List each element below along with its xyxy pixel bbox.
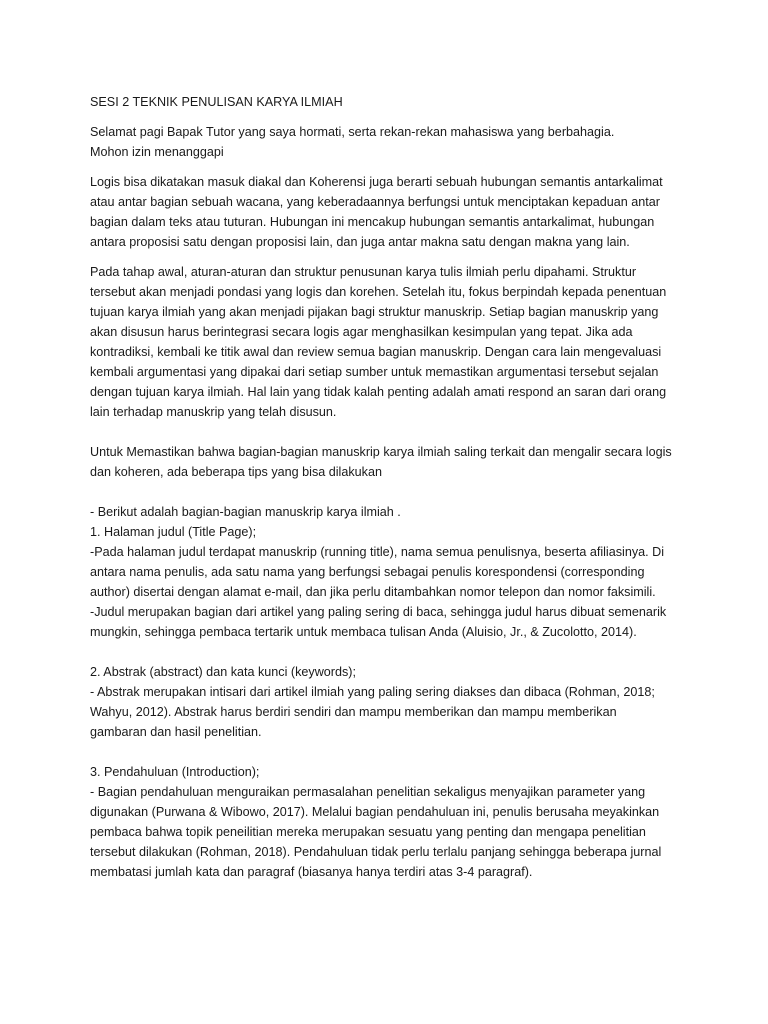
text-line: tujuan karya ilmiah yang akan menjadi pijakan bagi struktur manuskrip. Setiap bagian manuskrip yang — [90, 305, 659, 319]
paragraph-structure — [90, 262, 700, 422]
text-line: Mohon izin menanggapi — [90, 145, 224, 159]
text-line: 3. Pendahuluan (Introduction); — [90, 765, 260, 779]
paragraph-tips — [90, 442, 700, 482]
text-line: membatasi jumlah kata dan paragraf (biasanya hanya terdiri atas 3-4 paragraf). — [90, 865, 533, 879]
text-line: author) disertai dengan alamat e-mail, dan jika perlu ditambahkan nomor telepon dan nomor faksimili. — [90, 585, 656, 599]
text-line: Selamat pagi Bapak Tutor yang saya hormati, serta rekan-rekan mahasiswa yang berbahagia. — [90, 125, 615, 139]
text-line: kembali argumentasi yang dipakai dari setiap sumber untuk memastikan argumentasi tersebut sejalan — [90, 365, 659, 379]
text-line: digunakan (Purwana & Wibowo, 2017). Melalui bagian pendahuluan ini, penulis berusaha meyakinkan — [90, 805, 660, 819]
paragraph-logic-coherence — [90, 172, 700, 252]
text-line: Pada tahap awal, aturan-aturan dan struktur penusunan karya tulis ilmiah perlu dipahami. Struktur — [90, 265, 637, 279]
text-line: antara proposisi satu dengan proposisi lain, dan juga antar makna satu dengan makna yang lain. — [90, 235, 630, 249]
text-line: tersebut akan menjadi pondasi yang logis dan korehen. Setelah itu, fokus berpindah kepada penentuan — [90, 285, 667, 299]
text-line: atau antar bagian sebuah wacana, yang keberadaannya berfungsi untuk menciptakan kepaduan antar — [90, 195, 660, 209]
text-line: bagian dalam teks atau tuturan. Hubungan ini mencakup hubungan semantis antarkalimat, hubungan — [90, 215, 655, 229]
section-introduction — [90, 762, 700, 882]
text-line: - Abstrak merupakan intisari dari artikel ilmiah yang paling sering diakses dan dibaca (Rohman, 2018; — [90, 685, 655, 699]
text-line: dengan tujuan karya ilmiah. Hal lain yang tidak kalah penting adalah amati respond an saran dari orang — [90, 385, 667, 399]
text-line: antara nama penulis, ada satu nama yang berfungsi sebagai penulis korespondensi (corresponding — [90, 565, 645, 579]
text-line: tersebut dilakukan (Rohman, 2018). Pendahuluan tidak perlu terlalu panjang sehingga beberapa jurnal — [90, 845, 662, 859]
section-abstract — [90, 662, 700, 742]
text-line: dan koheren, ada beberapa tips yang bisa dilakukan — [90, 465, 382, 479]
text-line: lain terhadap manuskrip yang telah disusun. — [90, 405, 337, 419]
text-line: -Pada halaman judul terdapat manuskrip (running title), nama semua penulisnya, beserta afiliasinya. Di — [90, 545, 665, 559]
text-line: Logis bisa dikatakan masuk diakal dan Koherensi juga berarti sebuah hubungan semantis antarkalimat — [90, 175, 663, 189]
greeting-paragraph — [90, 122, 700, 162]
text-line: Wahyu, 2012). Abstrak harus berdiri sendiri dan mampu memberikan dan mampu memberikan — [90, 705, 617, 719]
text-line: kontradiksi, kembali ke titik awal dan review semua bagian manuskrip. Dengan cara lain mengevaluasi — [90, 345, 662, 359]
document-page — [90, 92, 700, 882]
text-line: pembaca bahwa topik peneilitian mereka merupakan sesuatu yang penting dan mengapa penelitian — [90, 825, 646, 839]
document-title: SESI 2 TEKNIK PENULISAN KARYA ILMIAH — [90, 95, 343, 109]
text-line: -Judul merupakan bagian dari artikel yang paling sering di baca, sehingga judul harus dibuat semenarik — [90, 605, 667, 619]
text-line: akan disusun harus berintegrasi secara logis agar menghasilkan kesimpulan yang tepat. Jika ada — [90, 325, 633, 339]
text-line: mungkin, sehingga pembaca tertarik untuk membaca tulisan Anda (Aluisio, Jr., & Zucolotto, 2014). — [90, 625, 637, 639]
text-line: Untuk Memastikan bahwa bagian-bagian manuskrip karya ilmiah saling terkait dan mengalir secara logis — [90, 445, 672, 459]
text-line: 1. Halaman judul (Title Page); — [90, 525, 257, 539]
text-line: - Berikut adalah bagian-bagian manuskrip karya ilmiah . — [90, 505, 401, 519]
text-line: gambaran dan hasil penelitian. — [90, 725, 262, 739]
text-line: - Bagian pendahuluan menguraikan permasalahan penelitian sekaligus menyajikan parameter yang — [90, 785, 646, 799]
section-title-page — [90, 502, 700, 642]
text-line: 2. Abstrak (abstract) dan kata kunci (keywords); — [90, 665, 356, 679]
